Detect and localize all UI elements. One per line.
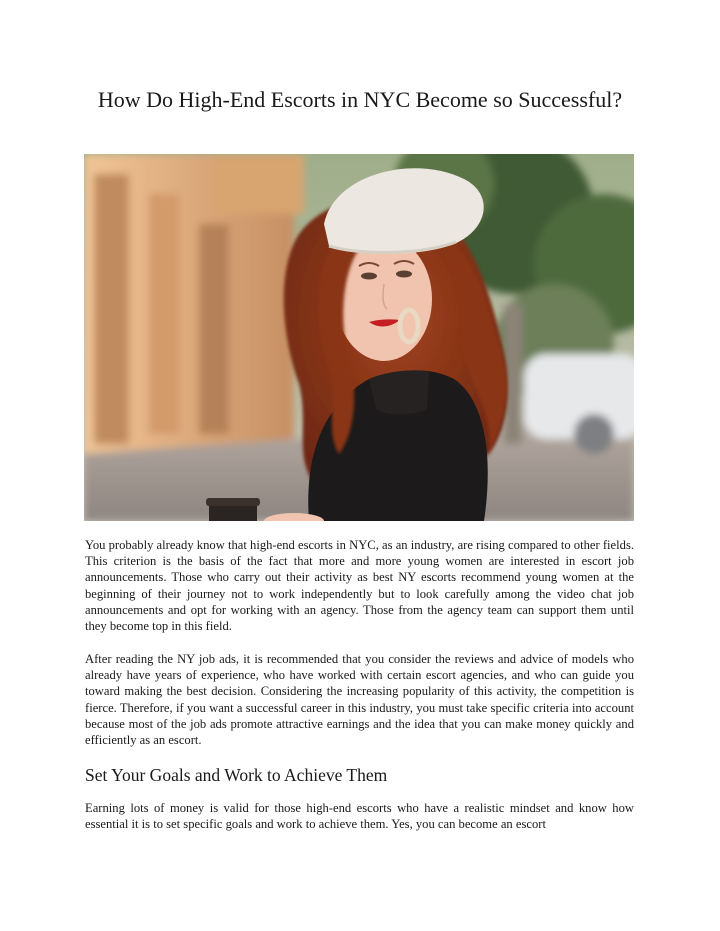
section-heading: Set Your Goals and Work to Achieve Them xyxy=(85,765,388,785)
paragraph-goals: Earning lots of money is valid for those high-end escorts who have a realistic mindset and know how essential it is to set specific goals and work to achieve them. Yes, you can become an escort xyxy=(85,801,634,832)
paragraph-advice: After reading the NY job ads, it is recommended that you consider the reviews and advice of models who already have years of experience, who have worked with certain escort agencies, and who can guide you toward making the best decision. Considering the increasing popularity of this activity, the competition is fierce. Therefore, if you want a successful career in this industry, you must take specific criteria into account because most of the job ads promote attractive earnings and the idea that you can make money quickly and efficiently as an escort. xyxy=(85,652,634,748)
article-photo xyxy=(84,154,634,521)
document-title: How Do High-End Escorts in NYC Become so Successful? xyxy=(97,87,623,112)
paragraph-intro: You probably already know that high-end escorts in NYC, as an industry, are rising compared to other fields. This criterion is the basis of the fact that more and more young women are interested in escort job announcements. Those who carry out their activity as best NY escorts recommend young women at the beginning of their journey not to work independently but to look carefully among the video chat job announcements and opt for working with an agency. Those from the agency team can support them until they become top in this field. xyxy=(85,538,634,634)
